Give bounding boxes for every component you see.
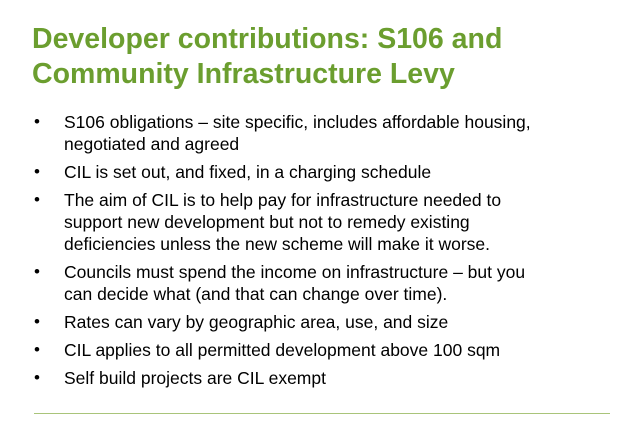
slide-title (32, 22, 612, 92)
bullet-item-rates-vary (34, 311, 624, 333)
bullet-text-line: can decide what (and that can change over time). (64, 284, 448, 304)
bullet-item-councils-spend (34, 261, 624, 305)
footer-divider (34, 413, 610, 414)
bullet-icon: • (34, 312, 40, 331)
bullet-item-cil-schedule (34, 161, 624, 183)
bullet-text-line: CIL is set out, and fixed, in a charging schedule (64, 162, 432, 182)
bullet-icon: • (34, 162, 40, 181)
bullet-item-cil-applies (34, 339, 624, 361)
bullet-text-line: Councils must spend the income on infrastructure – but you (64, 262, 526, 282)
bullet-text-line: Rates can vary by geographic area, use, and size (64, 312, 449, 332)
bullet-icon: • (34, 112, 40, 131)
slide-title-line-2: Community Infrastructure Levy (32, 58, 455, 90)
bullet-text-line: Self build projects are CIL exempt (64, 368, 326, 388)
bullet-text-line: CIL applies to all permitted development above 100 sqm (64, 340, 501, 360)
bullet-text-line: negotiated and agreed (64, 134, 240, 154)
bullet-item-s106 (34, 111, 624, 155)
bullet-icon: • (34, 262, 40, 281)
bullet-text-line: deficiencies unless the new scheme will make it worse. (64, 234, 491, 254)
bullet-text-line: support new development but not to remedy existing (64, 212, 470, 232)
bullet-icon: • (34, 340, 40, 359)
bullet-icon: • (34, 368, 40, 387)
bullet-text-line: The aim of CIL is to help pay for infrastructure needed to (64, 190, 502, 210)
bullet-item-cil-aim (34, 189, 624, 255)
bullet-list (34, 111, 624, 395)
bullet-icon: • (34, 190, 40, 209)
slide-title-line-1: Developer contributions: S106 and (32, 23, 503, 55)
bullet-item-self-build (34, 367, 624, 389)
bullet-text-line: S106 obligations – site specific, includes affordable housing, (64, 112, 531, 132)
